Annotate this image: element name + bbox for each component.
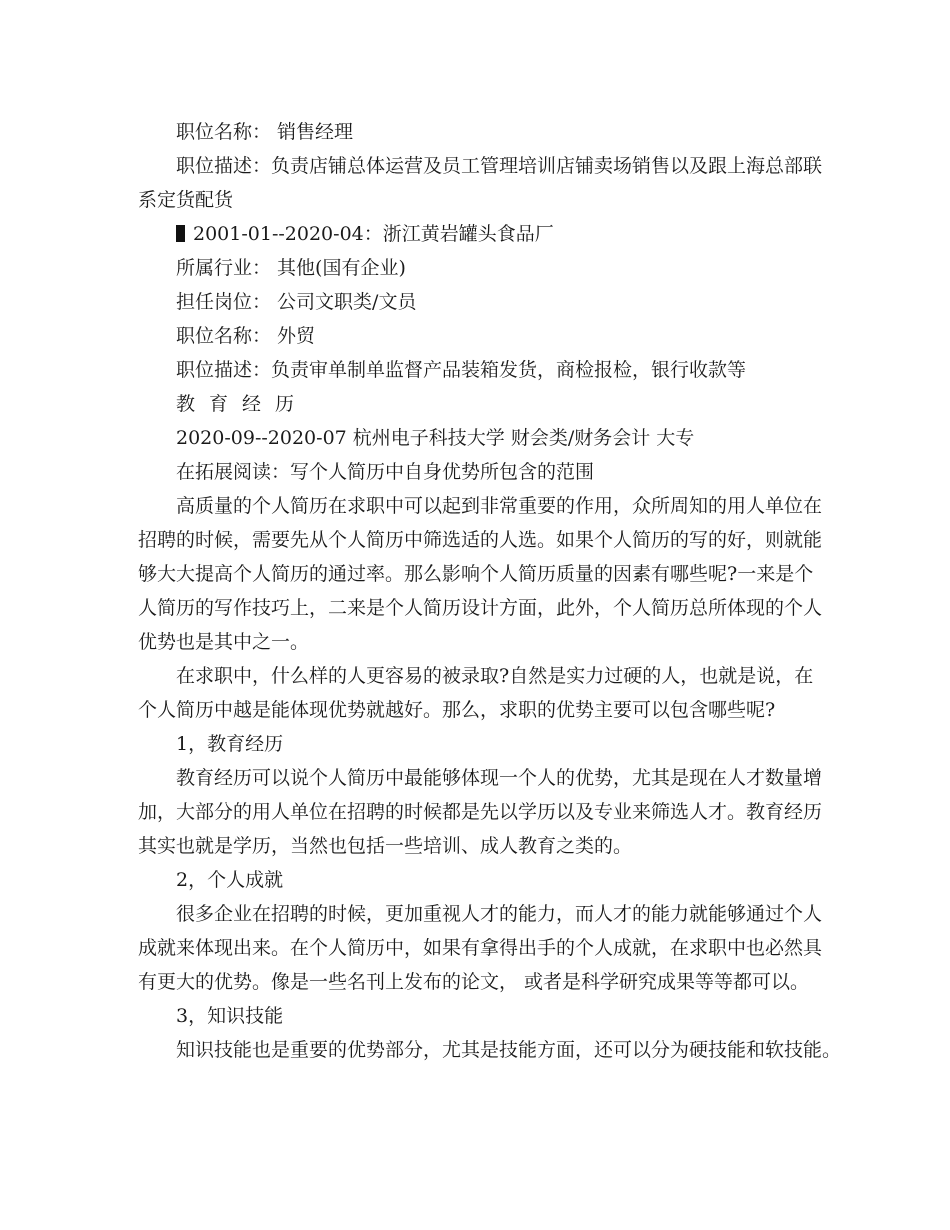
paragraph-1 bbox=[138, 489, 828, 659]
paragraph-line: 很多企业在招聘的时候，更加重视人才的能力，而人才的能力就能够通过个人 bbox=[176, 903, 823, 925]
paragraph-line: 够大大提高个人简历的通过率。那么影响个人简历质量的因素有哪些呢?一来是个 bbox=[138, 563, 814, 585]
job2-description: 职位描述：负责审单制单监督产品装箱发货，商检报检，银行收款等 bbox=[176, 359, 747, 381]
paragraph-line: 有更大的优势。像是一些名刊上发布的论文， 或者是科学研究成果等等都可以。 bbox=[138, 971, 810, 993]
paragraph-line: 高质量的个人简历在求职中可以起到非常重要的作用，众所周知的用人单位在 bbox=[176, 495, 823, 517]
education-entry: 2020-09--2020-07 杭州电子科技大学 财会类/财务会计 大专 bbox=[176, 427, 695, 449]
education-heading: 教育经历 bbox=[176, 393, 309, 415]
paragraph-line: 教育经历可以说个人简历中最能够体现一个人的优势，尤其是现在人才数量增 bbox=[176, 767, 823, 789]
paragraph-line: 知识技能也是重要的优势部分，尤其是技能方面，还可以分为硬技能和软技能。 bbox=[176, 1039, 842, 1061]
job2-position: 担任岗位： 公司文职类/文员 bbox=[176, 291, 417, 313]
section-2-heading: 2，个人成就 bbox=[176, 869, 284, 891]
paragraph-line: 在求职中，什么样的人更容易的被录取?自然是实力过硬的人，也就是说，在 bbox=[176, 665, 814, 687]
paragraph-line: 加，大部分的用人单位在招聘的时候都是先以学历以及专业来筛选人才。教育经历 bbox=[138, 801, 823, 823]
document-body bbox=[138, 115, 842, 1067]
section-3-heading: 3，知识技能 bbox=[176, 1005, 284, 1027]
job2-header bbox=[138, 217, 828, 251]
job2-industry: 所属行业： 其他(国有企业) bbox=[176, 257, 406, 279]
square-bullet-icon bbox=[176, 225, 185, 242]
job1-description: 职位描述：负责店铺总体运营及员工管理培训店铺卖场销售以及跟上海总部联 bbox=[176, 155, 823, 177]
section-1-heading: 1，教育经历 bbox=[176, 733, 284, 755]
paragraph-2 bbox=[138, 659, 828, 727]
paragraph-line: 招聘的时候，需要先从个人简历中筛选适的人选。如果个人简历的写的好，则就能 bbox=[138, 529, 823, 551]
job2-title: 职位名称： 外贸 bbox=[176, 325, 316, 347]
job2-header-text: 2001-01--2020-04：浙江黄岩罐头食品厂 bbox=[193, 223, 554, 245]
paragraph-line: 个人简历中越是能体现优势就越好。那么，求职的优势主要可以包含哪些呢? bbox=[138, 699, 776, 721]
section-1-body bbox=[138, 761, 828, 863]
job1-title: 职位名称： 销售经理 bbox=[176, 121, 354, 143]
section-3-body bbox=[138, 1033, 842, 1067]
article-intro: 在拓展阅读：写个人简历中自身优势所包含的范围 bbox=[176, 461, 595, 483]
paragraph-line: 人简历的写作技巧上，二来是个人简历设计方面，此外，个人简历总所体现的个人 bbox=[138, 597, 823, 619]
paragraph-line: 其实也就是学历，当然也包括一些培训、成人教育之类的。 bbox=[138, 835, 633, 857]
paragraph-line: 成就来体现出来。在个人简历中，如果有拿得出手的个人成就，在求职中也必然具 bbox=[138, 937, 823, 959]
section-2-body bbox=[138, 897, 828, 999]
job1-description-cont: 系定货配货 bbox=[138, 189, 234, 211]
paragraph-line: 优势也是其中之一。 bbox=[138, 631, 310, 653]
